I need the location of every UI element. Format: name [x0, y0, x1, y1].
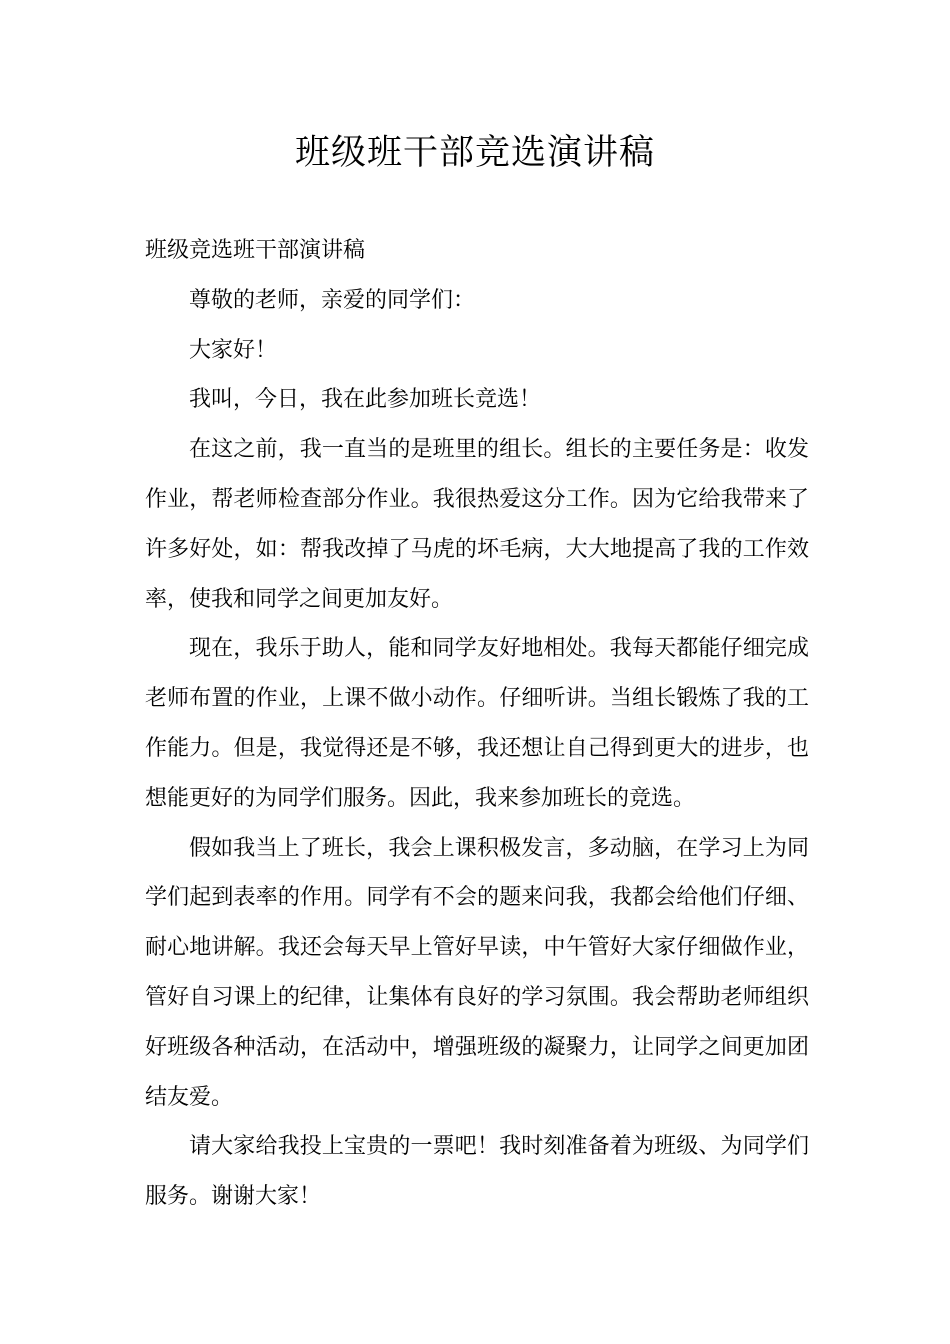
greeting-paragraph: 大家好！	[189, 337, 278, 363]
body-paragraph: 现在，我乐于助人，能和同学友好地相处。我每天都能仔细完成老师布置的作业，上课不做小动作。仔细听讲。当组长锻炼了我的工作能力。但是，我觉得还是不够，我还想让自己得到更大的进步，也想能更好的为同学们服务。因此，我来参加班长的竞选。	[145, 636, 809, 811]
closing-paragraph: 请大家给我投上宝贵的一票吧！我时刻准备着为班级、为同学们服务。谢谢大家！	[145, 1134, 809, 1210]
salutation-paragraph: 尊敬的老师，亲爱的同学们：	[189, 287, 476, 313]
subtitle-paragraph: 班级竞选班干部演讲稿	[145, 238, 366, 263]
intro-paragraph: 我叫，今日，我在此参加班长竞选！	[189, 387, 542, 413]
document-title: 班级班干部竞选演讲稿	[294, 133, 655, 173]
document-body	[145, 226, 809, 1222]
body-paragraph: 在这之前，我一直当的是班里的组长。组长的主要任务是：收发作业，帮老师检查部分作业。我很热爱这分工作。因为它给我带来了许多好处，如：帮我改掉了马虎的坏毛病，大大地提高了我的工作效率，使我和同学之间更加友好。	[145, 437, 809, 612]
body-paragraph: 假如我当上了班长，我会上课积极发言，多动脑，在学习上为同学们起到表率的作用。同学有不会的题来问我，我都会给他们仔细、耐心地讲解。我还会每天早上管好早读，中午管好大家仔细做作业，管好自习课上的纪律，让集体有良好的学习氛围。我会帮助老师组织好班级各种活动，在活动中，增强班级的凝聚力，让同学之间更加团结友爱。	[145, 835, 809, 1110]
